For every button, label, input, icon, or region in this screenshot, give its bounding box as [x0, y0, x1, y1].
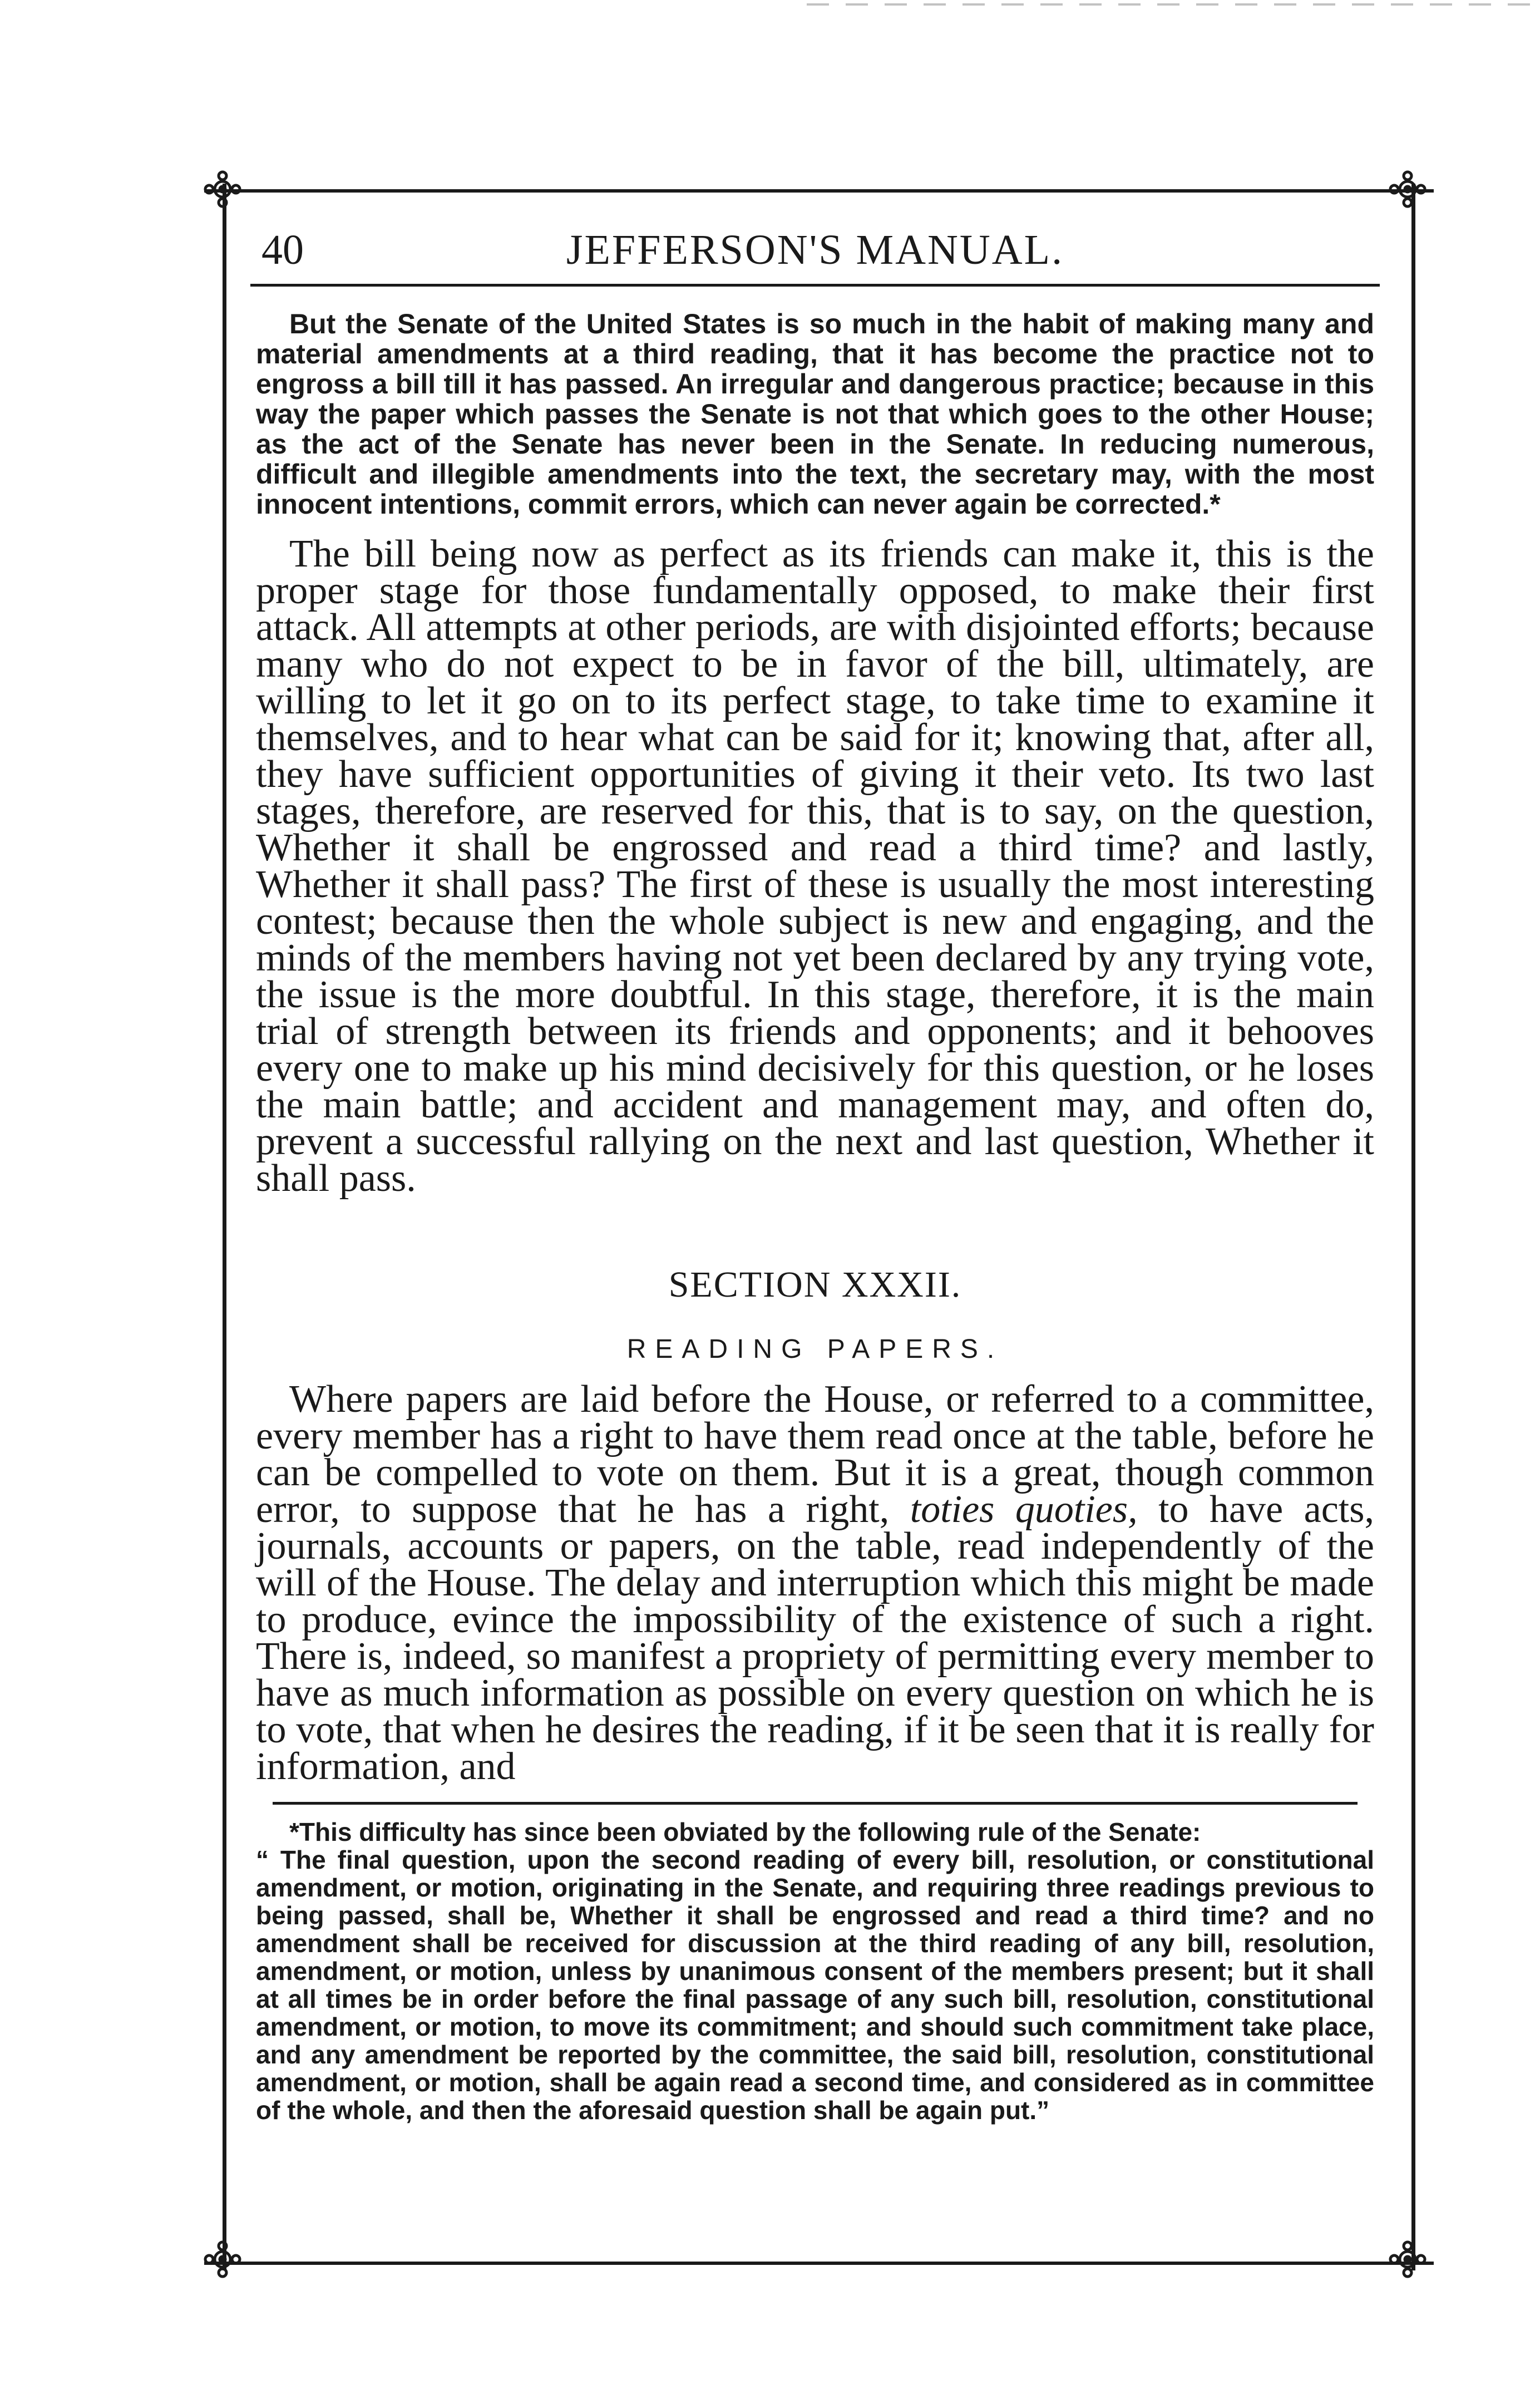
footnote-quote: “ The final question, upon the second reading of every bill, resolution, or constitutional amendment, or motion, originating in the Senate, and requiring three readings previous to being passed, shall be, Whether it shall be engrossed and read a third time? and no amendment shall be received for discussion at the third reading of any bill, resolution, amendment, or motion, unless by unanimous consent of the members present; but it shall at all times be in order before the final passage of any such bill, resolution, constitutional amendment, or motion, to move its commitment; and should such commitment take place, and any amendment be reported by the committee, the said bill, resolution, constitutional amendment, or motion, shall be again read a second time, and considered as in committee of the whole, and then the aforesaid question shall be again put.”	[256, 1845, 1374, 2125]
page-header	[250, 206, 1380, 287]
footnote	[256, 1818, 1374, 2124]
section-paragraph-text: Where papers are laid before the House, or referred to a committee, every member has a right to have them read once at the table, before he can be compelled to vote on them. But it is a great, though common error, to suppose that he has a right,	[256, 1378, 1374, 1531]
scan-artifact-line	[807, 3, 1530, 6]
latin-phrase: toties quoties,	[910, 1488, 1138, 1531]
small-print-paragraph: But the Senate of the United States is so much in the habit of making many and material amendments at a third reading, that it has become the practice not to engross a bill till it has passed. An irregular and dangerous practice; because in this way the paper which passes the Senate is not that which goes to the other House; as the act of the Senate has never been in the Senate. In reducing numerous, difficult and illegible amendments into the text, the secretary may, with the most innocent intentions, commit errors, which can never again be corrected.*	[256, 308, 1374, 520]
floral-ornament-icon	[200, 167, 245, 211]
page-number: 40	[261, 226, 304, 273]
floral-ornament-icon	[1385, 2237, 1430, 2282]
footnote-intro: *This difficulty has since been obviated by the following rule of the Senate:	[289, 1817, 1201, 1846]
footnote-divider	[273, 1802, 1358, 1805]
floral-ornament-icon	[1385, 167, 1430, 211]
section-paragraph	[256, 1378, 1374, 1788]
page-content	[250, 206, 1380, 2124]
running-title: JEFFERSON'S MANUAL.	[566, 226, 1064, 273]
section-heading: SECTION XXXII.	[668, 1264, 962, 1305]
floral-ornament-icon	[200, 2237, 245, 2282]
body-paragraph: The bill being now as perfect as its friends can make it, this is the proper stage for those fundamentally opposed, to make their first attack. All attempts at other periods, are with disjointed efforts; because many who do not expect to be in favor of the bill, ultimately, are willing to let it go on to its perfect stage, to take time to examine it themselves, and to hear what can be said for it; knowing that, after all, they have sufficient opportunities of giving it their veto. Its two last stages, therefore, are reserved for this, that is to say, on the question, Whether it shall be engrossed and read a third time? and lastly, Whether it shall pass? The first of these is usually the most interesting contest; because then the whole subject is new and engaging, and the minds of the members having not yet been declared by any trying vote, the issue is the more doubtful. In this stage, therefore, it is the main trial of strength between its friends and opponents; and it behooves every one to make up his mind decisively for this question, or he loses the main battle; and accident and management may, and often do, prevent a successful rallying on the next and last question, Whether it shall pass.	[256, 533, 1374, 1200]
section-paragraph-text-continued: to have acts, journals, accounts or papers, on the table, read independently of the will of the House. The delay and interruption which this might be made to produce, evince the impossibility of the existence of such a right. There is, indeed, so manifest a propriety of permitting every member to have as much information as possible on every question on which he is to vote, that when he desires the reading, if it be seen that it is really for information, and	[256, 1488, 1374, 1788]
section-subheading: READING PAPERS.	[626, 1334, 1004, 1364]
